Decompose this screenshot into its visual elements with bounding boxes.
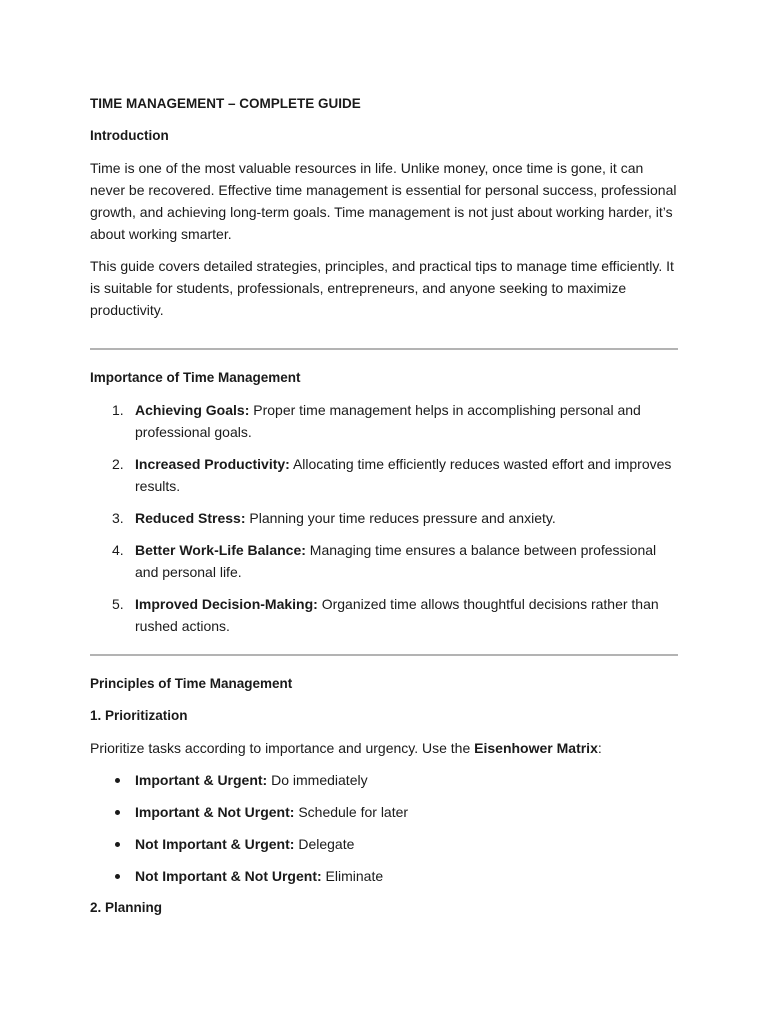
list-item bbox=[90, 539, 678, 583]
introduction-paragraph-2: This guide covers detailed strategies, principles, and practical tips to manage time efficiently. It is suitable for students, professionals, entrepreneurs, and anyone seeking to maximize productivity. bbox=[90, 258, 674, 318]
list-item bbox=[90, 801, 678, 823]
list-number: 5. bbox=[112, 596, 124, 612]
list-item bbox=[90, 399, 678, 443]
list-number: 2. bbox=[112, 456, 124, 472]
list-number: 3. bbox=[112, 510, 124, 526]
prioritization-heading: 1. Prioritization bbox=[90, 708, 188, 723]
bullet-icon bbox=[115, 842, 120, 847]
list-item-label: Important & Urgent: bbox=[135, 772, 268, 788]
list-item bbox=[90, 507, 678, 529]
list-item-text: Eliminate bbox=[321, 868, 384, 884]
list-item bbox=[90, 833, 678, 855]
list-item-label: Not Important & Not Urgent: bbox=[135, 868, 322, 884]
list-item-label: Not Important & Urgent: bbox=[135, 836, 295, 852]
list-item-text: Organized time allows thoughtful decisions rather than rushed actions. bbox=[135, 596, 659, 634]
introduction-heading: Introduction bbox=[90, 128, 169, 143]
list-item-text: Allocating time efficiently reduces wasted effort and improves results. bbox=[135, 456, 672, 494]
list-item-text: Planning your time reduces pressure and anxiety. bbox=[245, 510, 556, 526]
prioritization-intro bbox=[90, 737, 678, 759]
list-item bbox=[90, 865, 678, 887]
eisenhower-matrix-term: Eisenhower Matrix bbox=[474, 740, 598, 756]
list-item-label: Important & Not Urgent: bbox=[135, 804, 295, 820]
list-number: 4. bbox=[112, 542, 124, 558]
list-item-label: Improved Decision-Making: bbox=[135, 596, 318, 612]
list-item-text: Proper time management helps in accomplishing personal and professional goals. bbox=[135, 402, 641, 440]
eisenhower-list bbox=[90, 769, 678, 887]
bullet-icon bbox=[115, 810, 120, 815]
list-item-text: Delegate bbox=[294, 836, 355, 852]
importance-heading: Importance of Time Management bbox=[90, 370, 301, 385]
list-item-label: Better Work-Life Balance: bbox=[135, 542, 306, 558]
list-item-label: Reduced Stress: bbox=[135, 510, 246, 526]
introduction-paragraph-1: Time is one of the most valuable resources in life. Unlike money, once time is gone, it can never be recovered. Effective time management is essential for personal success, professional growth, and achieving long-term goals. Time management is not just about working harder, it’s about working smarter. bbox=[90, 160, 677, 242]
section-divider bbox=[90, 348, 678, 350]
prioritization-intro-text: Prioritize tasks according to importance and urgency. Use the bbox=[90, 740, 475, 756]
list-item-text: Managing time ensures a balance between professional and personal life. bbox=[135, 542, 657, 580]
prioritization-intro-end: : bbox=[597, 740, 602, 756]
list-item-text: Schedule for later bbox=[294, 804, 409, 820]
list-item bbox=[90, 593, 678, 637]
importance-list bbox=[90, 399, 678, 637]
list-number: 1. bbox=[112, 402, 124, 418]
principles-heading: Principles of Time Management bbox=[90, 676, 293, 691]
document-title: TIME MANAGEMENT – COMPLETE GUIDE bbox=[90, 96, 361, 111]
section-divider bbox=[90, 654, 678, 656]
bullet-icon bbox=[115, 778, 120, 783]
bullet-icon bbox=[115, 874, 120, 879]
planning-heading: 2. Planning bbox=[90, 900, 163, 915]
list-item-text: Do immediately bbox=[267, 772, 368, 788]
list-item-label: Increased Productivity: bbox=[135, 456, 290, 472]
list-item bbox=[90, 769, 678, 791]
list-item-label: Achieving Goals: bbox=[135, 402, 250, 418]
list-item bbox=[90, 453, 678, 497]
